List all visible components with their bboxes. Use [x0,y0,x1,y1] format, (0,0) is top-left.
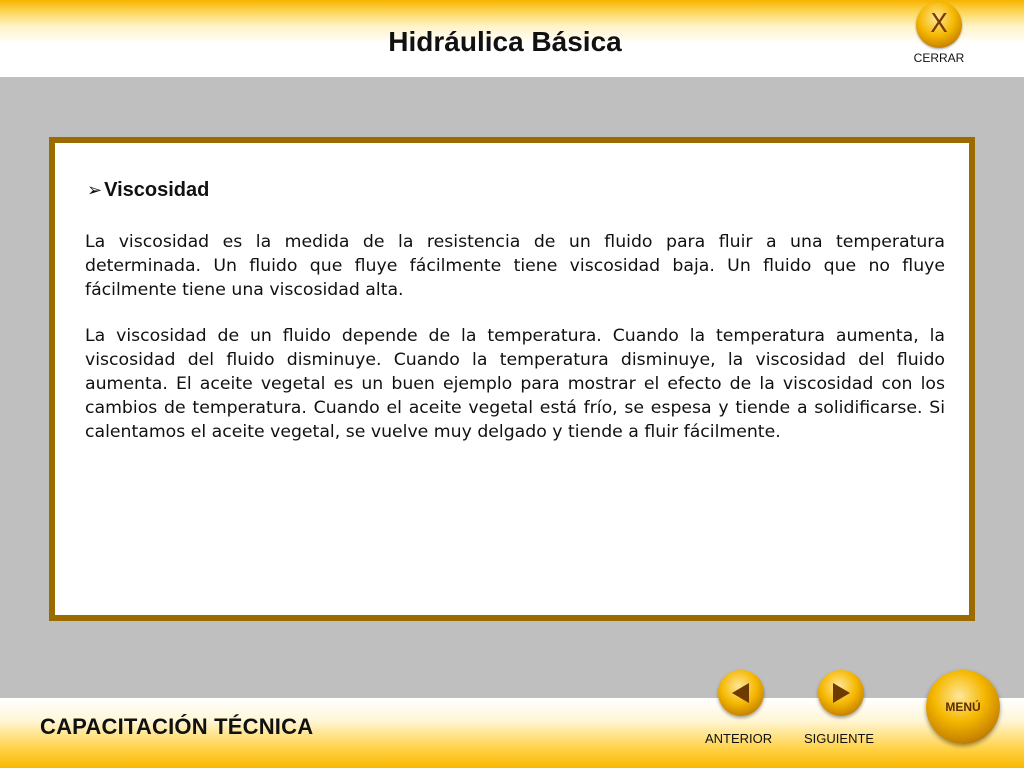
previous-button[interactable] [718,670,764,716]
content-panel [49,137,975,621]
close-icon: X [930,9,948,39]
section-heading [87,179,209,202]
paragraph-2: La viscosidad de un fluido depende de la temperatura. Cuando la temperatura aumenta, la viscosidad del fluido disminuye. Cuando la temperatura disminuye, la viscosidad del fluido aumenta. El aceite vegetal es un buen ejemplo para mostrar el efecto de la viscosidad con los cambios de temperatura. Cuando el aceite vegetal está frío, se espesa y tiende a solidificarse. Si calentamos el aceite vegetal, se vuelve muy delgado y tiende a fluir fácilmente. [85,326,945,442]
page-title: Hidráulica Básica [388,26,622,57]
paragraph-1: La viscosidad es la medida de la resistencia de un fluido para fluir a una temperatura determinada. Un fluido que fluye fácilmente tiene viscosidad baja. Un fluido que no fluye fácilmente tiene una viscosidad alta. [85,232,945,300]
close-button[interactable] [916,2,962,48]
arrow-bullet-icon: ➢ [87,180,103,201]
menu-button[interactable] [926,670,1000,744]
section-heading-text: Viscosidad [104,179,210,201]
close-label[interactable]: CERRAR [913,51,965,65]
next-label[interactable]: SIGUIENTE [804,731,875,746]
previous-label[interactable]: ANTERIOR [705,731,773,746]
menu-label: MENÚ [945,700,981,714]
arrow-left-icon [728,680,754,706]
arrow-right-icon [828,680,854,706]
next-button[interactable] [818,670,864,716]
brand-label: CAPACITACIÓN TÉCNICA [40,714,314,739]
